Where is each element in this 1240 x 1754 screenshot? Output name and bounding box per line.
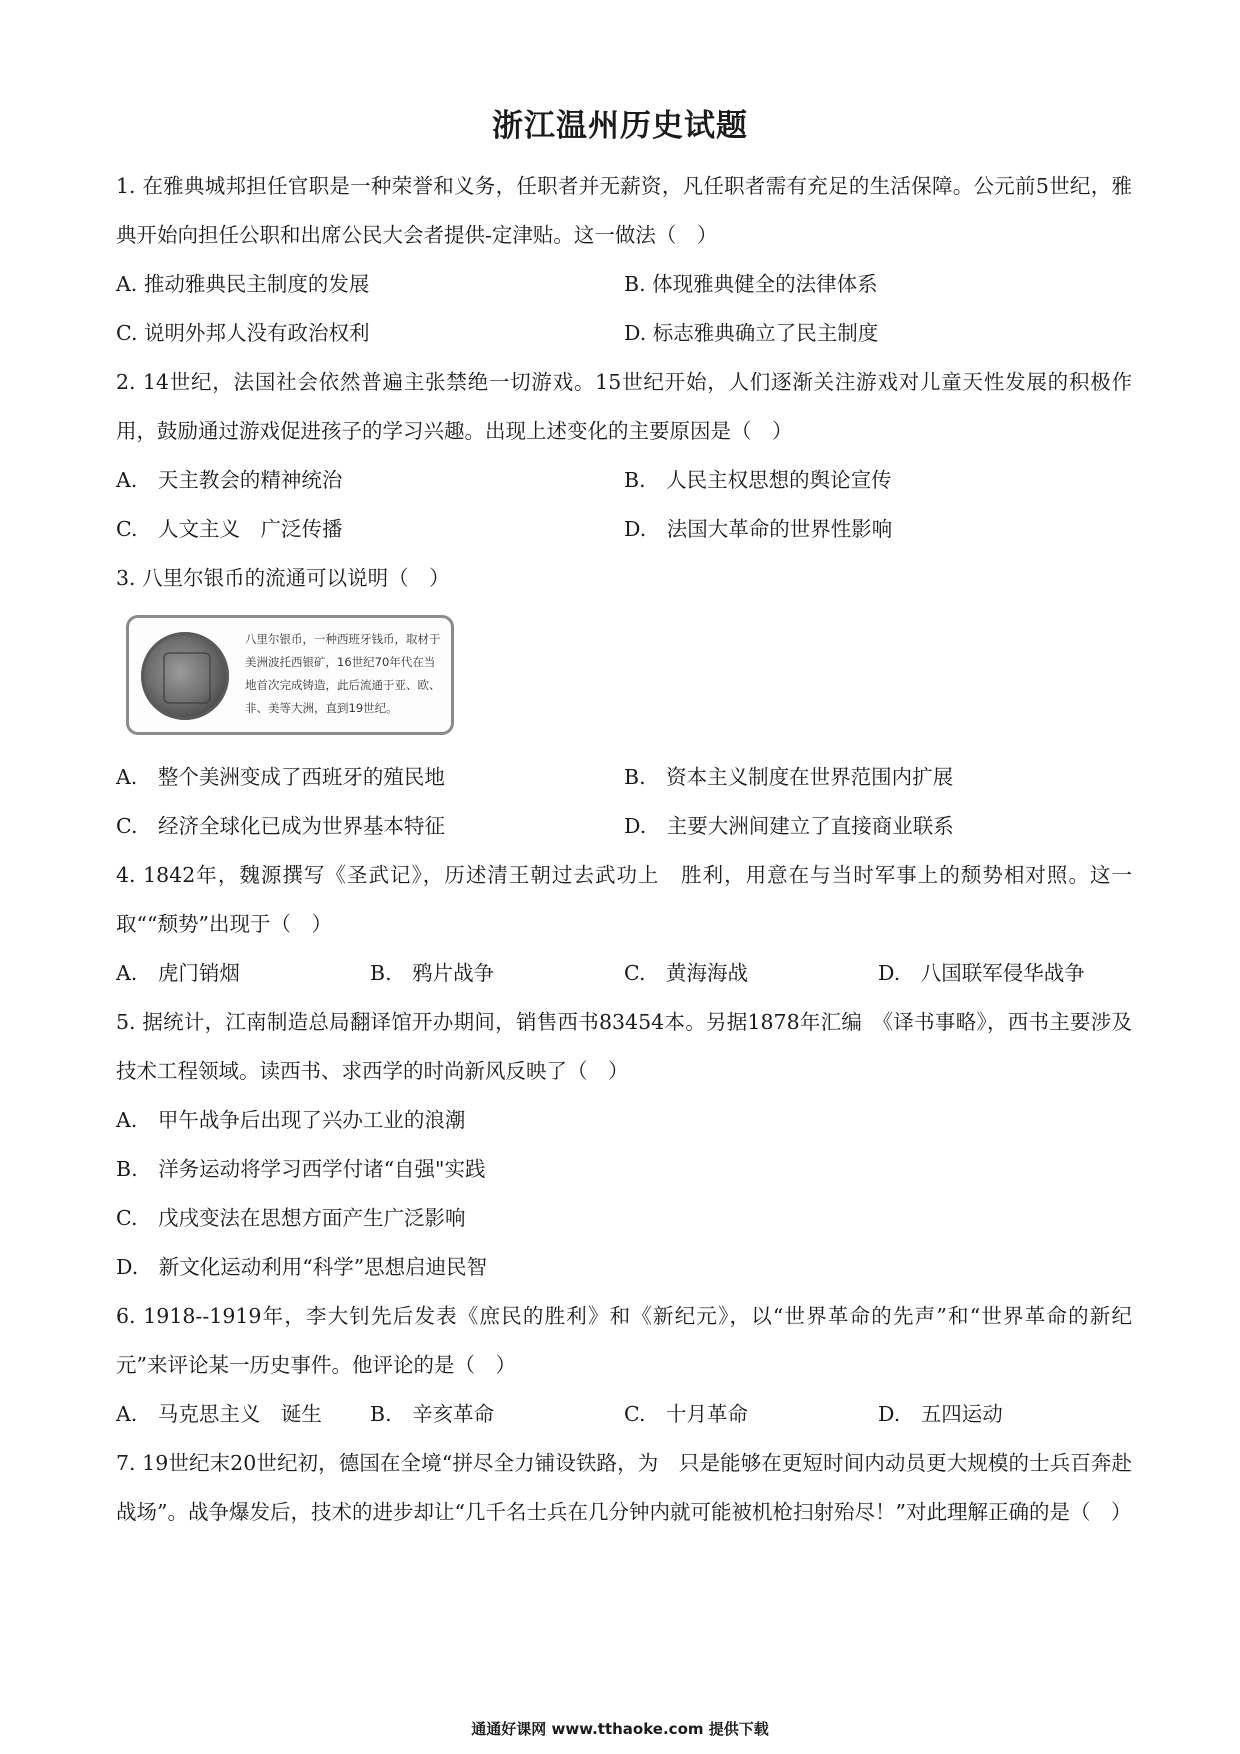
option-a[interactable]: A. 虎门销烟 (116, 961, 240, 985)
option-a[interactable]: A. 天主教会的精神统治 (116, 468, 343, 492)
figure-caption: 八里尔银币，一种西班牙钱币，取材于美洲波托西银矿，16世纪70年代在当地首次完成铸造，此后流通于亚、欧、非、美等大洲，直到19世纪。 (245, 632, 441, 715)
option-c[interactable]: C. 人文主义 广泛传播 (116, 517, 343, 541)
option-list (116, 753, 1132, 851)
option-c[interactable]: C. 说明外邦人没有政治权利 (116, 321, 370, 345)
question-7 (116, 1439, 1132, 1537)
option-list (116, 1096, 1132, 1292)
option-list (116, 260, 1132, 358)
question-stem: 4. 1842年，魏源撰写《圣武记》，历述清王朝过去武功上 胜利，用意在与当时军事上的颓势相对照。这一取““颓势”出现于（ ） (116, 863, 1132, 936)
option-b[interactable]: B. 辛亥革命 (370, 1402, 495, 1426)
option-d[interactable]: D. 主要大洲间建立了直接商业联系 (624, 814, 954, 838)
question-stem: 1. 在雅典城邦担任官职是一种荣誉和义务，任职者并无薪资，凡任职者需有充足的生活保障。公元前5世纪，雅典开始向担任公职和出席公民大会者提供-定津贴。这一做法（ ） (116, 174, 1132, 247)
question-stem: 6. 1918--1919年，李大钊先后发表《庶民的胜利》和《新纪元》，以“世界革命的先声”和“世界革命的新纪元”来评论某一历史事件。他评论的是（ ） (116, 1304, 1132, 1377)
question-list (116, 162, 1132, 1537)
option-b[interactable]: B. 资本主义制度在世界范围内扩展 (624, 765, 954, 789)
option-b[interactable]: B. 洋务运动将学习西学付诸“自强"实践 (116, 1157, 486, 1181)
option-b[interactable]: B. 鸦片战争 (370, 961, 495, 985)
question-6 (116, 1292, 1132, 1439)
question-2 (116, 358, 1132, 554)
question-stem: 5. 据统计，江南制造总局翻译馆开办期间，销售西书83454本。另据1878年汇编 《译书事略》，西书主要涉及技术工程领域。读西书、求西学的时尚新风反映了（ ） (116, 1010, 1132, 1083)
option-a[interactable]: A. 甲午战争后出现了兴办工业的浪潮 (116, 1108, 466, 1132)
option-b[interactable]: B. 人民主权思想的舆论宣传 (624, 468, 892, 492)
silver-coin-image (141, 632, 229, 720)
option-d[interactable]: D. 八国联军侵华战争 (878, 961, 1085, 985)
page-title: 浙江温州历史试题 (492, 108, 748, 144)
option-c[interactable]: C. 十月革命 (624, 1402, 748, 1426)
question-stem: 2. 14世纪，法国社会依然普遍主张禁绝一切游戏。15世纪开始，人们逐渐关注游戏对儿童天性发展的积极作用，鼓励通过游戏促进孩子的学习兴趣。出现上述变化的主要原因是（ ） (116, 370, 1132, 443)
option-list (116, 456, 1132, 554)
page-footer: 通通好课网 www.tthaoke.com 提供下载 (471, 1720, 769, 1738)
question-stem: 7. 19世纪末20世纪初，德国在全境“拼尽全力铺设铁路，为 只是能够在更短时间内动员更大规模的士兵百奔赴战场”。战争爆发后，技术的进步却让“几千名士兵在几分钟内就可能被机枪扫射殆尽！”对此理解正确的是（ ） (116, 1451, 1132, 1524)
option-b[interactable]: B. 体现雅典健全的法律体系 (624, 272, 878, 296)
question-stem: 3. 八里尔银币的流通可以说明（ ） (116, 566, 450, 590)
coin-figure (120, 609, 454, 739)
option-c[interactable]: C. 经济全球化已成为世界基本特征 (116, 814, 445, 838)
option-list (116, 949, 1132, 998)
question-3 (116, 554, 1132, 851)
question-1 (116, 162, 1132, 358)
option-d[interactable]: D. 新文化运动利用“科学”思想启迪民智 (116, 1255, 488, 1279)
figure-frame (126, 615, 454, 735)
option-a[interactable]: A. 整个美洲变成了西班牙的殖民地 (116, 765, 445, 789)
question-5 (116, 998, 1132, 1292)
question-4 (116, 851, 1132, 998)
coin-crest-icon (163, 652, 211, 704)
option-d[interactable]: D. 标志雅典确立了民主制度 (624, 321, 879, 345)
option-a[interactable]: A. 推动雅典民主制度的发展 (116, 272, 370, 296)
option-c[interactable]: C. 黄海海战 (624, 961, 748, 985)
option-d[interactable]: D. 法国大革命的世界性影响 (624, 517, 893, 541)
option-list (116, 1390, 1132, 1439)
option-a[interactable]: A. 马克思主义 诞生 (116, 1402, 322, 1426)
option-d[interactable]: D. 五四运动 (878, 1402, 1003, 1426)
option-c[interactable]: C. 戊戌变法在思想方面产生广泛影响 (116, 1206, 466, 1230)
